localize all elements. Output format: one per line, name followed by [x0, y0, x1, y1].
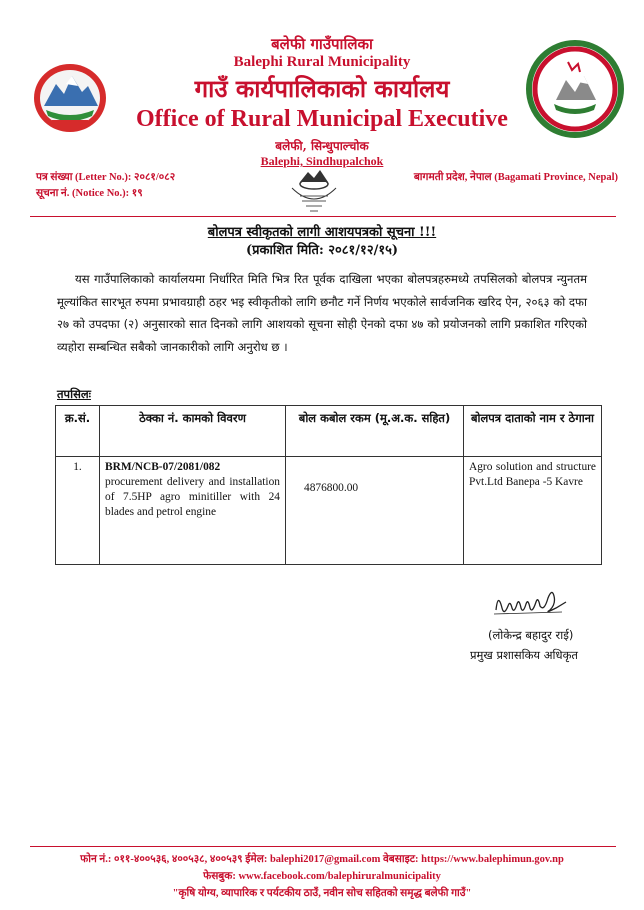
footer-divider [30, 846, 616, 847]
office-name-np: गाउँ कार्यपालिकाको कार्यालय [194, 74, 450, 103]
notice-number: सूचना नं. (Notice No.): १९ [36, 188, 143, 199]
header-divider [30, 216, 616, 217]
province-label: बागमती प्रदेश, नेपाल (Bagamati Province, Nepal) [413, 172, 618, 183]
notice-title: बोलपत्र स्वीकृतको लागी आशयपत्रको सूचना !!! [207, 225, 437, 240]
footer-facebook: फेसबुक: www.facebook.com/balephiruralmunicipality [203, 871, 441, 882]
cell-bidder: Agro solution and structure Pvt.Ltd Banepa -5 Kavre [464, 457, 602, 565]
official-seal [286, 164, 342, 216]
details-label: तपसिलः [57, 387, 91, 401]
published-date: (प्रकाशित मिति: २०८१/१२/१५) [245, 243, 398, 258]
letter-number: पत्र संख्या (Letter No.): २०८१/०८२ [36, 172, 176, 183]
office-name-en: Office of Rural Municipal Executive [136, 106, 508, 132]
notice-body: यस गाउँपालिकाको कार्यालयमा निर्धारित मिति भित्र रित पूर्वक दाखिला भएका बोलपत्रहरुमध्ये तपसिलको बोलपत्र न्युनतम मूल्यांकित सारभूत रुपमा प्रभावग्राही ठहर भइ स्वीकृतीको लागि छनौट गर्ने निर्णय भएकोले सार्वजनिक खरिद ऐन, २०६३ को दफा २७ को उपदफा (२) अनुसारको सात दिनको लागि आशयको सूचना सोही ऐनको दफा ४७ को प्रयोजनको लागि प्रकाशित गरिएको व्यहोरा सम्बन्धित सबैको जानकारीको लागि अनुरोध छ । [57, 272, 587, 354]
header-bidder: बोलपत्र दाताको नाम र ठेगाना [464, 406, 602, 457]
contract-number: BRM/NCB-07/2081/082 [105, 461, 221, 473]
bid-table [55, 405, 602, 565]
signer-title: प्रमुख प्रशासकिय अधिकृत [470, 648, 578, 662]
header-amount: बोल कबोल रकम (मू.अ.क. सहित) [286, 406, 464, 457]
place-en: Balephi, Sindhupalchok [260, 154, 384, 168]
footer-slogan: "कृषि योग्य, व्यापारिक र पर्यटकीय ठाउँ, नवीन सोच सहितको समृद्ध बलेफी गाउँ" [172, 888, 472, 899]
place-np: बलेफी, सिन्धुपाल्चोक [275, 139, 369, 153]
cell-amount: 4876800.00 [286, 457, 464, 565]
signature-image [490, 586, 570, 620]
cell-sn: 1. [56, 457, 100, 565]
municipality-name-np: बलेफी गाउँपालिका [271, 35, 373, 53]
header-sn: क्र.सं. [56, 406, 100, 457]
contract-description: procurement delivery and installation of 7.5HP agro minitiller with 24 blades and petrol engine [105, 476, 280, 518]
footer-contact: फोन नं.: ०११-४००५३६, ४००५३८, ४००५३९ ईमेल: balephi2017@gmail.com वेबसाइट: https://www.balephimun.gov.np [80, 854, 564, 865]
table-row [56, 457, 602, 565]
municipality-name-en: Balephi Rural Municipality [233, 54, 411, 70]
table-header-row [56, 406, 602, 457]
cell-contract [100, 457, 286, 565]
header-contract: ठेक्का नं. कामको विवरण [100, 406, 286, 457]
signer-name: (लोकेन्द्र बहादुर राई) [488, 628, 574, 642]
